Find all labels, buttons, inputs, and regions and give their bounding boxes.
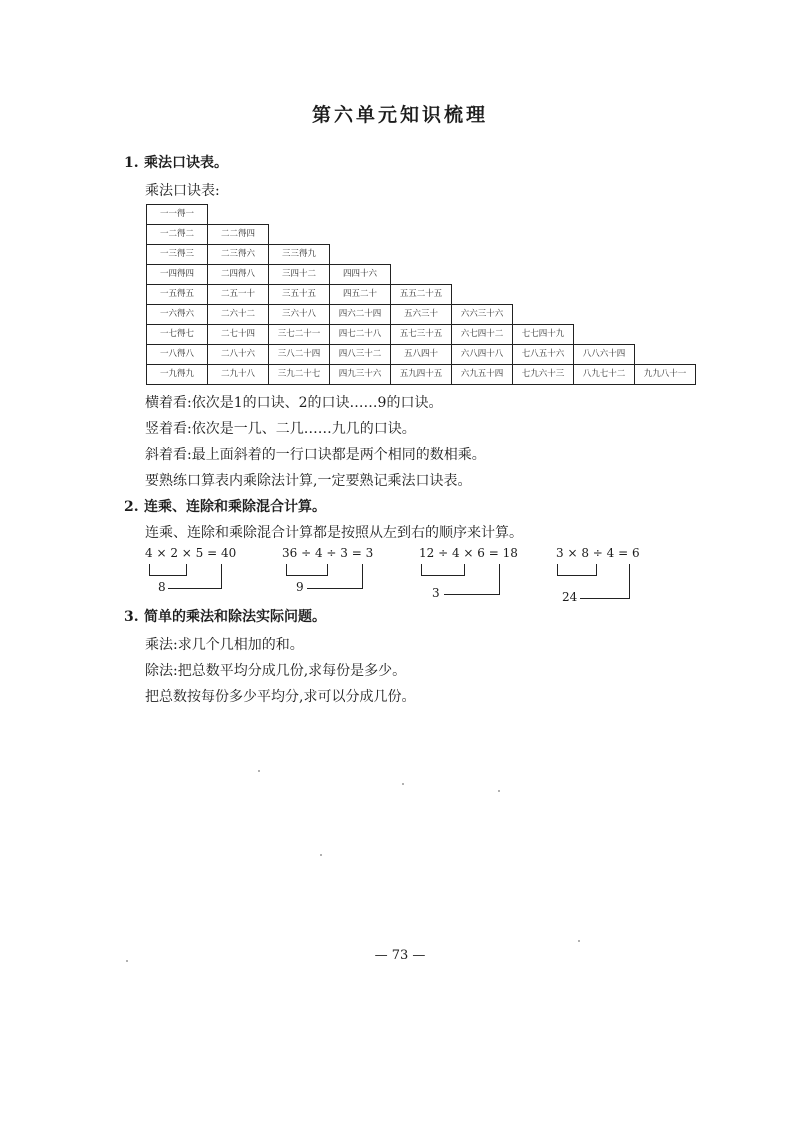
example-expression: 36 ÷ 4 ÷ 3 = 3	[282, 546, 374, 560]
table-cell: 八八六十四	[573, 344, 635, 365]
table-cell: 一六得六	[146, 304, 208, 325]
table-cell: 八九七十二	[573, 364, 635, 385]
example-expression: 12 ÷ 4 × 6 = 18	[419, 546, 518, 560]
table-cell: 九九八十一	[634, 364, 696, 385]
table-cell: 一四得四	[146, 264, 208, 285]
section-1-heading	[124, 152, 228, 172]
table-cell: 三四十二	[268, 264, 330, 285]
table-cell: 二五一十	[207, 284, 269, 305]
section-1-number: 1.	[124, 155, 139, 171]
table-cell: 六七四十二	[451, 324, 513, 345]
partial-bracket	[421, 564, 465, 576]
table-cell: 六八四十八	[451, 344, 513, 365]
table-cell: 六九五十四	[451, 364, 513, 385]
table-cell: 三七二十一	[268, 324, 330, 345]
partial-result: 24	[562, 590, 578, 604]
result-line	[168, 588, 222, 589]
table-cell: 一七得七	[146, 324, 208, 345]
rule-vertical: 竖着看:依次是一几、二几……九几的口诀。	[145, 421, 416, 437]
table-cell: 二六十二	[207, 304, 269, 325]
table-cell: 四六二十四	[329, 304, 391, 325]
scan-speck	[126, 960, 128, 962]
table-cell: 五五二十五	[390, 284, 452, 305]
table-cell: 七九六十三	[512, 364, 574, 385]
table-cell: 五八四十	[390, 344, 452, 365]
table-cell: 一三得三	[146, 244, 208, 265]
result-line	[444, 594, 500, 595]
section-1-title: 乘法口诀表。	[144, 155, 228, 171]
example-expression: 3 × 8 ÷ 4 = 6	[556, 546, 640, 560]
table-cell: 二八十六	[207, 344, 269, 365]
result-line	[307, 588, 363, 589]
scan-speck	[320, 854, 322, 856]
partial-bracket	[557, 564, 597, 576]
table-cell: 二三得六	[207, 244, 269, 265]
order-rule: 连乘、连除和乘除混合计算都是按照从左到右的顺序来计算。	[145, 525, 523, 541]
table-cell: 二二得四	[207, 224, 269, 245]
table-cell: 三六十八	[268, 304, 330, 325]
division-meaning-1: 除法:把总数平均分成几份,求每份是多少。	[145, 663, 407, 679]
table-cell: 三八二十四	[268, 344, 330, 365]
result-line	[580, 598, 630, 599]
scan-speck	[578, 940, 580, 942]
table-cell: 五九四十五	[390, 364, 452, 385]
table-cell: 六六三十六	[451, 304, 513, 325]
table-cell: 一九得九	[146, 364, 208, 385]
partial-result: 8	[158, 580, 166, 594]
table-cell: 三九二十七	[268, 364, 330, 385]
partial-bracket	[286, 564, 328, 576]
page-number: — 73 —	[374, 948, 426, 963]
table-cell: 二四得八	[207, 264, 269, 285]
table-caption: 乘法口诀表:	[145, 183, 220, 199]
scan-speck	[258, 770, 260, 772]
rule-diagonal: 斜着看:最上面斜着的一行口诀都是两个相同的数相乘。	[145, 447, 486, 463]
section-3-number: 3.	[124, 609, 139, 625]
table-cell: 二九十八	[207, 364, 269, 385]
table-cell: 一一得一	[146, 204, 208, 225]
multiplication-meaning: 乘法:求几个几相加的和。	[145, 637, 304, 653]
table-cell: 四五二十	[329, 284, 391, 305]
table-cell: 一五得五	[146, 284, 208, 305]
rule-horizontal: 横着看:依次是1的口诀、2的口诀……9的口诀。	[145, 395, 443, 411]
section-3-title: 简单的乘法和除法实际问题。	[144, 609, 326, 625]
result-tick	[499, 564, 500, 595]
example-expression: 4 × 2 × 5 = 40	[145, 546, 237, 560]
section-3-heading	[124, 606, 326, 626]
rule-memorize: 要熟练口算表内乘除法计算,一定要熟记乘法口诀表。	[145, 473, 472, 489]
page-title: 第六单元知识梳理	[311, 104, 488, 126]
table-cell: 三三得九	[268, 244, 330, 265]
table-cell: 七七四十九	[512, 324, 574, 345]
scan-speck	[402, 783, 404, 785]
partial-result: 3	[432, 586, 440, 600]
partial-result: 9	[296, 580, 304, 594]
section-2-title: 连乘、连除和乘除混合计算。	[144, 499, 326, 515]
result-tick	[221, 564, 222, 589]
scan-speck	[498, 790, 500, 792]
table-cell: 四八三十二	[329, 344, 391, 365]
table-cell: 二七十四	[207, 324, 269, 345]
division-meaning-2: 把总数按每份多少平均分,求可以分成几份。	[145, 689, 416, 705]
result-tick	[629, 564, 630, 599]
table-cell: 五七三十五	[390, 324, 452, 345]
multiplication-table	[146, 204, 698, 386]
table-cell: 七八五十六	[512, 344, 574, 365]
table-cell: 四七二十八	[329, 324, 391, 345]
result-tick	[362, 564, 363, 589]
partial-bracket	[149, 564, 187, 576]
table-cell: 一八得八	[146, 344, 208, 365]
table-cell: 三五十五	[268, 284, 330, 305]
section-2-heading	[124, 496, 326, 516]
table-cell: 四四十六	[329, 264, 391, 285]
table-cell: 四九三十六	[329, 364, 391, 385]
table-cell: 五六三十	[390, 304, 452, 325]
table-cell: 一二得二	[146, 224, 208, 245]
section-2-number: 2.	[124, 499, 139, 515]
